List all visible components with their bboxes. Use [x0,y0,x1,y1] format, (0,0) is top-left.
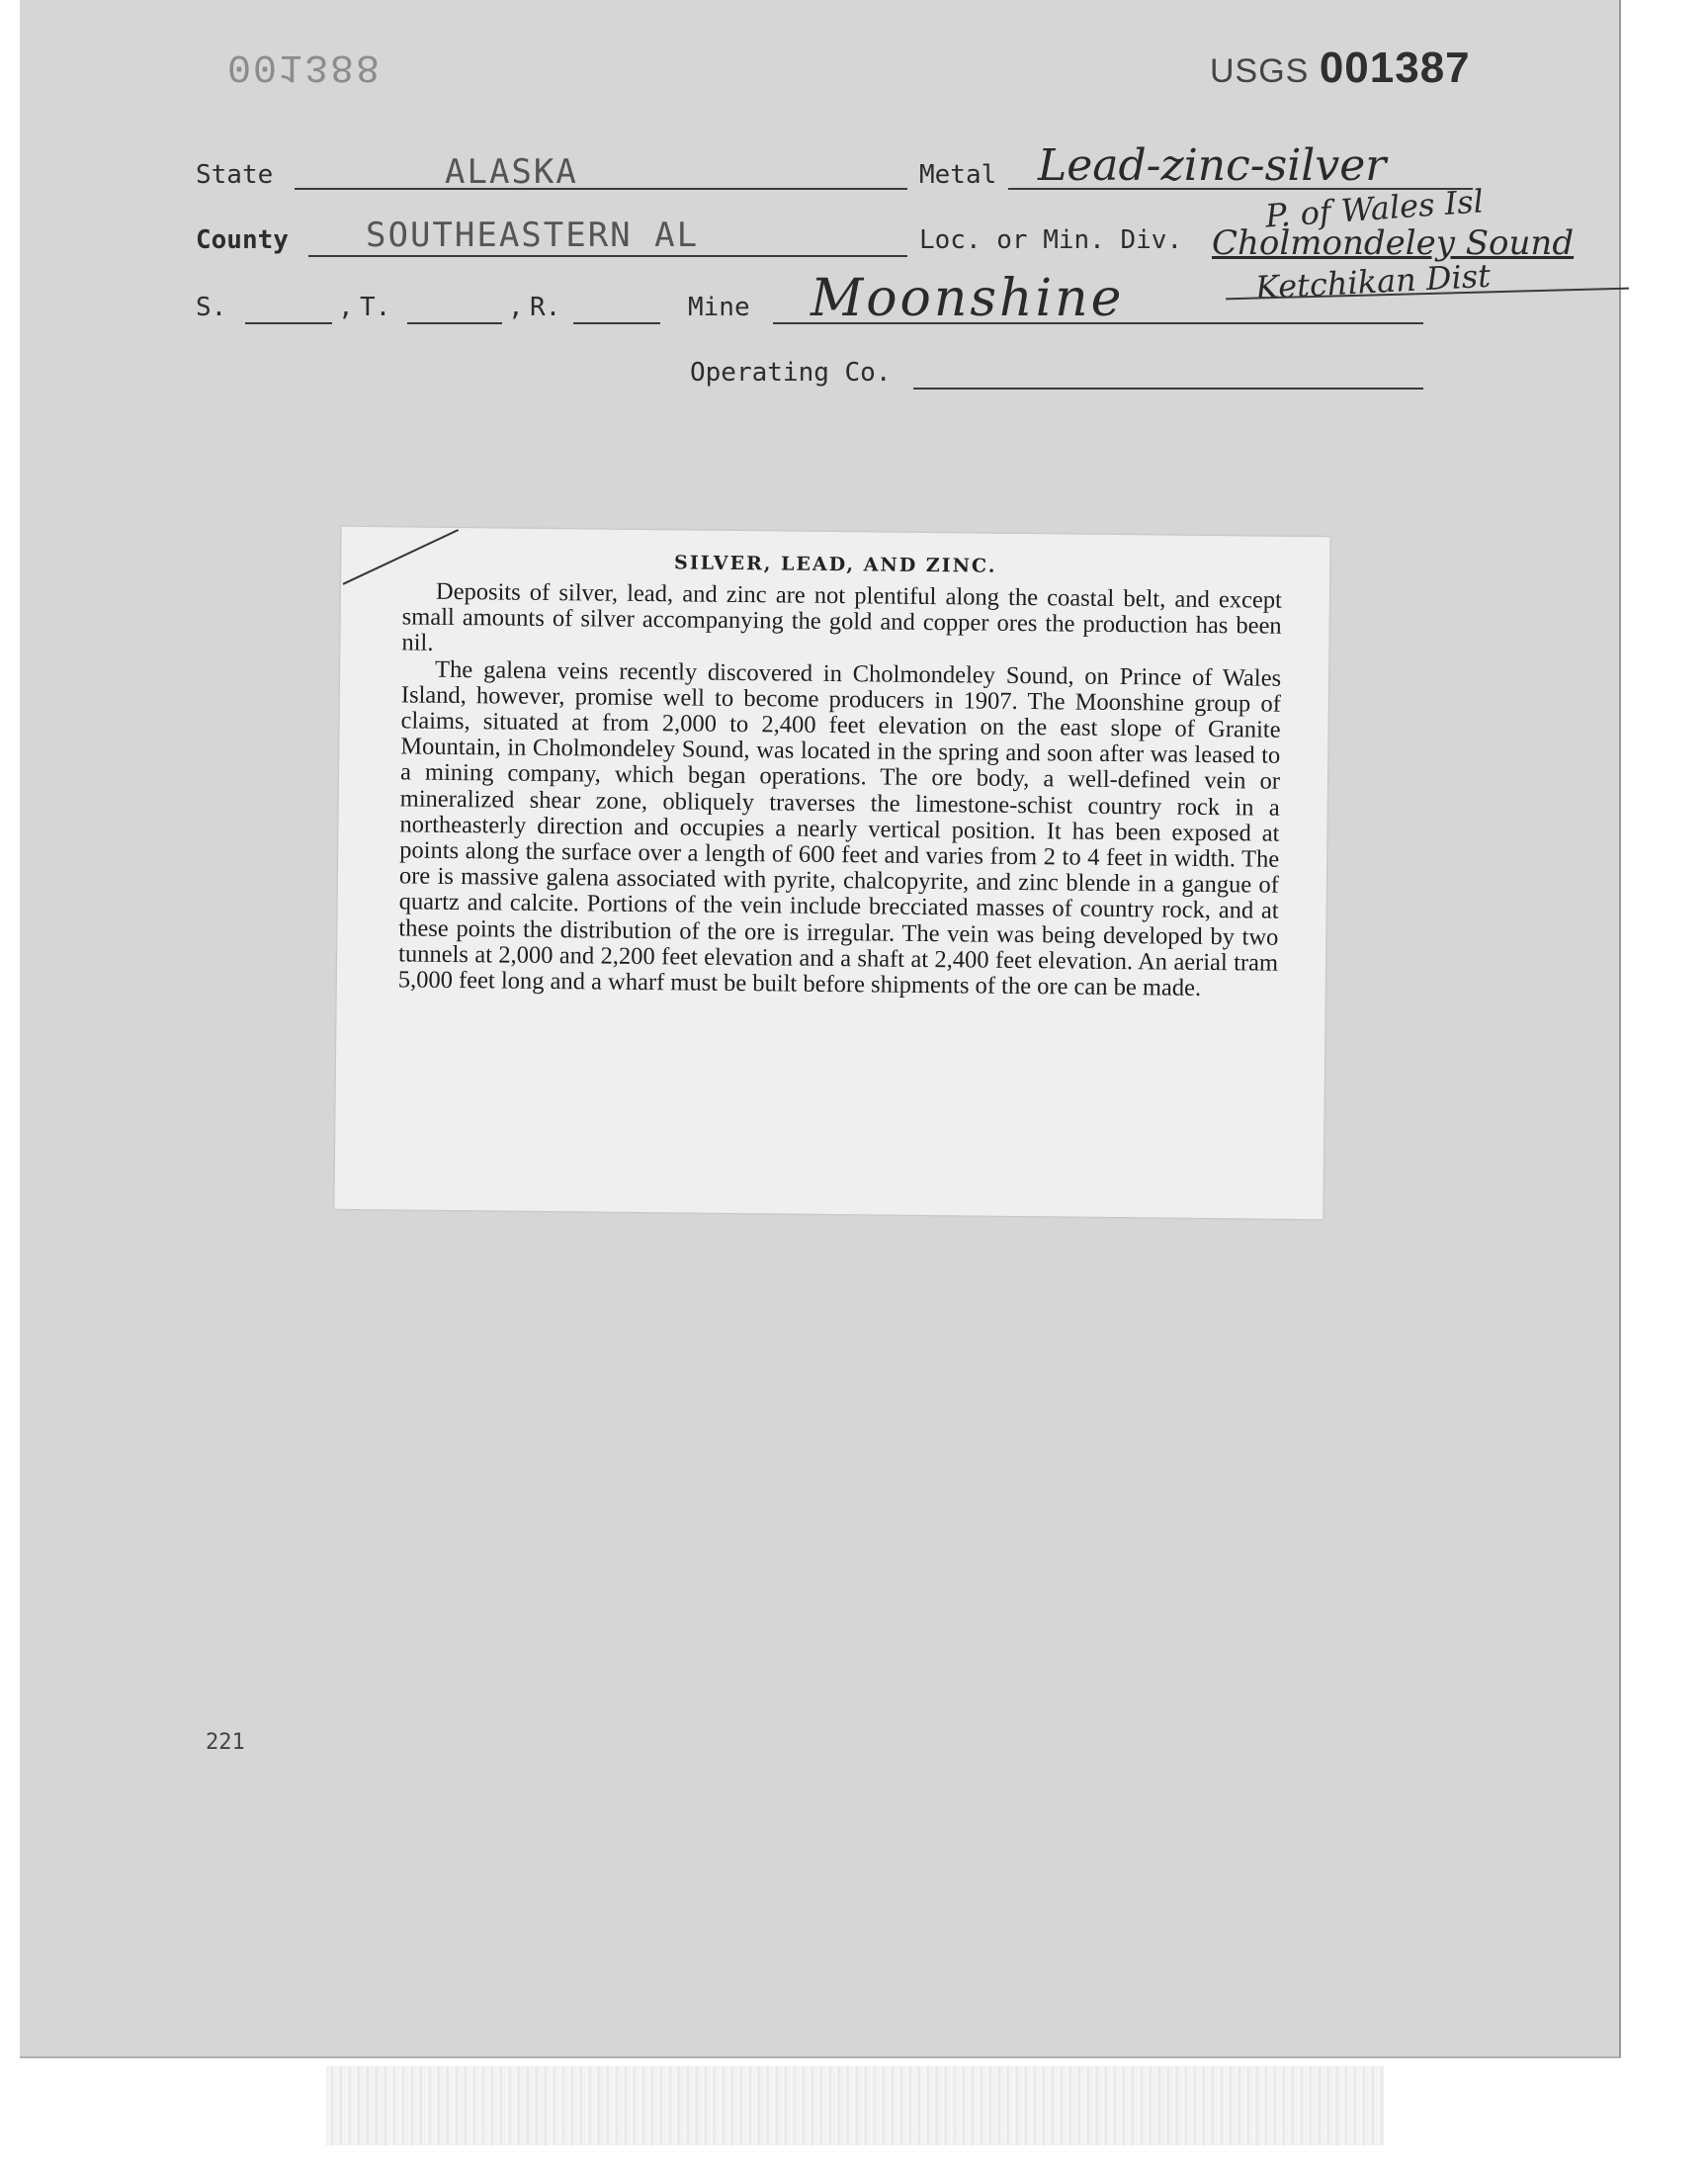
township-comma: , [508,293,524,322]
page-number: 221 [206,1730,245,1755]
mine-label: Mine [688,293,750,322]
operating-label: Operating Co. [690,358,892,388]
county-label: County [196,225,289,255]
scan-artifact-strip [326,2066,1384,2145]
county-line [308,255,907,257]
township-line [407,322,502,324]
township-label: T. [360,293,391,322]
operating-line [913,388,1423,390]
section-line [245,322,332,324]
mine-value: Moonshine [811,269,1125,328]
pasted-clipping [334,527,1329,1219]
usgs-number: 001387 [1319,44,1471,92]
metal-label: Metal [919,160,997,190]
loc-value-sound: Cholmondeley Sound [1212,223,1575,263]
record-card [20,0,1621,2058]
range-label: R. [530,293,561,322]
clipping-body [398,578,1282,1002]
loc-value-district: Ketchikan Dist [1254,256,1492,307]
clipping-title: SILVER, LEAD, AND ZINC. [674,552,997,577]
loc-value-island: P. of Wales Isl [1263,182,1485,235]
range-line [573,322,660,324]
county-value: SOUTHEASTERN AL [366,216,700,255]
clipping-paragraph-2: The galena veins recently discovered in Cholmondeley Sound, on Prince of Wales Island, however, promise well to become producers in 1907. The Moonshine group of claims, situated at from 2,000 to 2,400 feet elevation on the east slope of Granite Mountain, in Cholmondeley Sound, was located in the spring and soon after was leased to a mining company, which began operations. The ore body, a well-defined vein or mineralized shear zone, obliquely traverses the limestone-schist country rock in a northeasterly direction and occupies a nearly vertical position. It has been exposed at points along the surface over a length of 600 feet and varies from 2 to 4 feet in width. The ore is massive galena associated with pyrite, chalcopyrite, and zinc blende in a gangue of quartz and calcite. Portions of the vein include brecciated masses of country rock, and at these points the distribution of the ore is irregular. The vein was being developed by two tunnels at 2,000 and 2,200 feet elevation and a shaft at 2,400 feet elevation. An aerial tram 5,000 feet long and a wharf must be built before shipments of the ore can be made. [397,655,1282,1001]
loc-label: Loc. or Min. Div. [919,225,1183,255]
state-line [295,188,907,190]
mirrored-stamp-number: 001388 [227,44,383,88]
state-label: State [196,160,274,190]
section-label: S. [196,293,227,322]
usgs-label: USGS [1210,52,1310,90]
clipping-paragraph-1: Deposits of silver, lead, and zinc are not plentiful along the coastal belt, and except small amounts of silver accompanying the gold and copper ores the production has been nil. [401,577,1283,657]
metal-value: Lead-zinc-silver [1038,140,1387,191]
state-value: ALASKA [445,152,578,192]
section-comma: , [338,293,354,322]
usgs-id [1210,44,1471,93]
